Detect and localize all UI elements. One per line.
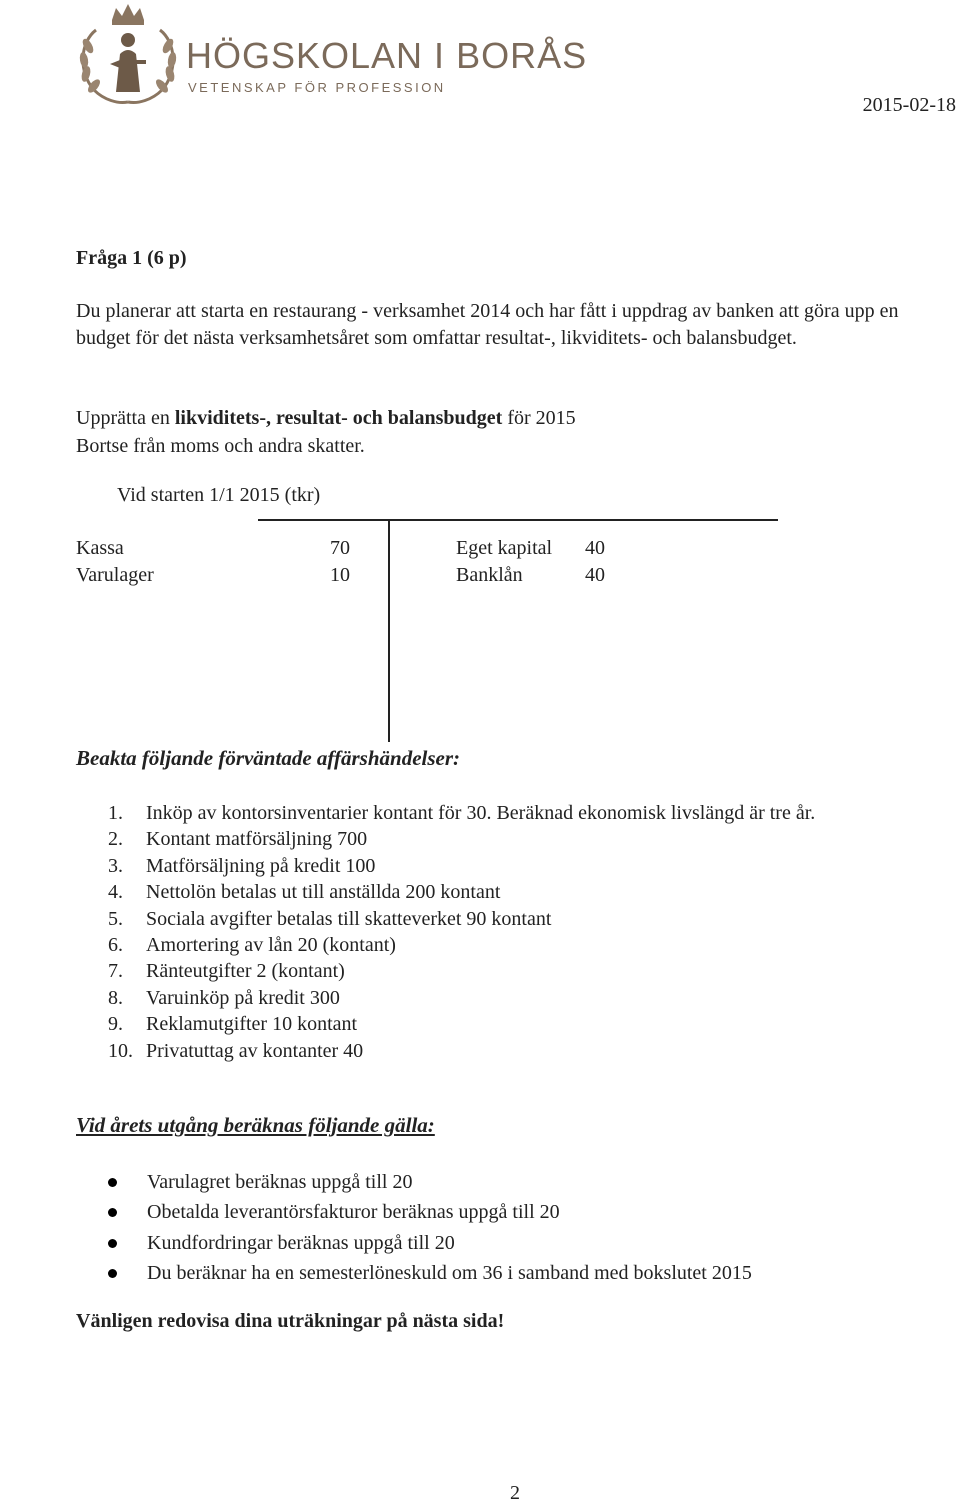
item-number: 1. [108, 802, 123, 824]
task-bold: likviditets-, resultat- och balansbudget [174, 407, 503, 429]
list-item [108, 1198, 752, 1229]
t-account-vertical-line [388, 520, 390, 742]
item-number: 10. [108, 1039, 133, 1062]
asset-row [76, 562, 154, 589]
task-prefix: Upprätta en [76, 407, 175, 429]
liability-label: Eget kapital [456, 537, 553, 559]
item-text: Kontant matförsäljning 700 [146, 828, 368, 851]
item-text: Amortering av lån 20 (kontant) [146, 934, 396, 957]
item-text: Varulagret beräknas uppgå till 20 [147, 1170, 413, 1193]
item-number: 3. [108, 854, 123, 877]
item-number: 2. [108, 828, 123, 851]
list-item [108, 879, 815, 905]
year-end-list [108, 1167, 752, 1289]
list-item [108, 1038, 815, 1064]
bullet-icon [108, 1239, 117, 1248]
document-date: 2015-02-18 [862, 94, 956, 116]
task-suffix: för 2015 [502, 407, 576, 429]
item-text: Inköp av kontorsinventarier kontant för 30. Beräknad ekonomisk livslängd är tre år. [146, 802, 816, 824]
item-text: Obetalda leverantörsfakturor beräknas uppgå till 20 [147, 1201, 560, 1224]
item-text: Privatuttag av kontanter 40 [146, 1039, 364, 1062]
item-text: Kundfordringar beräknas uppgå till 20 [147, 1231, 455, 1254]
transactions-heading: Beakta följande förväntade affärshändelser: [76, 746, 461, 770]
item-number: 9. [108, 1013, 123, 1036]
bullet-icon [108, 1178, 117, 1187]
item-number: 5. [108, 907, 123, 930]
list-item [108, 906, 815, 932]
task-instructions [76, 404, 576, 460]
item-number: 7. [108, 960, 123, 983]
opening-balance-heading: Vid starten 1/1 2015 (tkr) [117, 484, 321, 506]
list-item [108, 826, 815, 852]
question-title: Fråga 1 (6 p) [76, 247, 187, 269]
bullet-icon [108, 1269, 117, 1278]
list-item [108, 932, 815, 958]
t-account-horizontal-line [258, 519, 778, 521]
item-text: Nettolön betalas ut till anställda 200 kontant [146, 881, 501, 904]
list-item [108, 958, 815, 984]
item-text: Matförsäljning på kredit 100 [146, 854, 376, 877]
item-text: Sociala avgifter betalas till skatteverket 90 kontant [146, 907, 552, 930]
list-item [108, 853, 815, 879]
task-line2: Bortse från moms och andra skatter. [76, 435, 365, 457]
asset-label: Varulager [76, 564, 154, 586]
year-end-heading: Vid årets utgång beräknas följande gälla: [76, 1113, 435, 1137]
item-text: Du beräknar ha en semesterlöneskuld om 36 i samband med bokslutet 2015 [147, 1262, 752, 1285]
svg-text:HÖGSKOLAN I BORÅS: HÖGSKOLAN I BORÅS [186, 35, 588, 76]
asset-row [76, 535, 124, 562]
bullet-icon [108, 1208, 117, 1217]
transactions-list [108, 800, 815, 1064]
liability-label: Banklån [456, 564, 523, 586]
crest-icon [74, 2, 588, 110]
list-item [108, 985, 815, 1011]
list-item [108, 800, 815, 826]
list-item [108, 1011, 815, 1037]
list-item [108, 1228, 752, 1259]
liability-value: 40 [585, 564, 605, 586]
item-number: 8. [108, 986, 123, 1009]
item-text: Varuinköp på kredit 300 [146, 986, 340, 1009]
liability-value: 40 [585, 537, 605, 559]
page-number: 2 [510, 1482, 520, 1504]
item-text: Ränteutgifter 2 (kontant) [146, 960, 345, 983]
asset-value: 10 [330, 564, 350, 586]
item-number: 4. [108, 881, 123, 904]
item-number: 6. [108, 934, 123, 957]
list-item [108, 1167, 752, 1198]
university-logo [74, 2, 588, 110]
closing-instruction: Vänligen redovisa dina uträkningar på nästa sida! [76, 1310, 505, 1332]
svg-text:VETENSKAP FÖR PROFESSION: VETENSKAP FÖR PROFESSION [188, 80, 446, 95]
asset-value: 70 [330, 537, 350, 559]
asset-label: Kassa [76, 537, 124, 559]
item-text: Reklamutgifter 10 kontant [146, 1013, 358, 1036]
question-intro: Du planerar att starta en restaurang - verksamhet 2014 och har fått i uppdrag av banken att göra upp en budget för det nästa verksamhetsåret som omfattar resultat-, likviditets- och balansbudget. [76, 300, 899, 349]
list-item [108, 1259, 752, 1290]
